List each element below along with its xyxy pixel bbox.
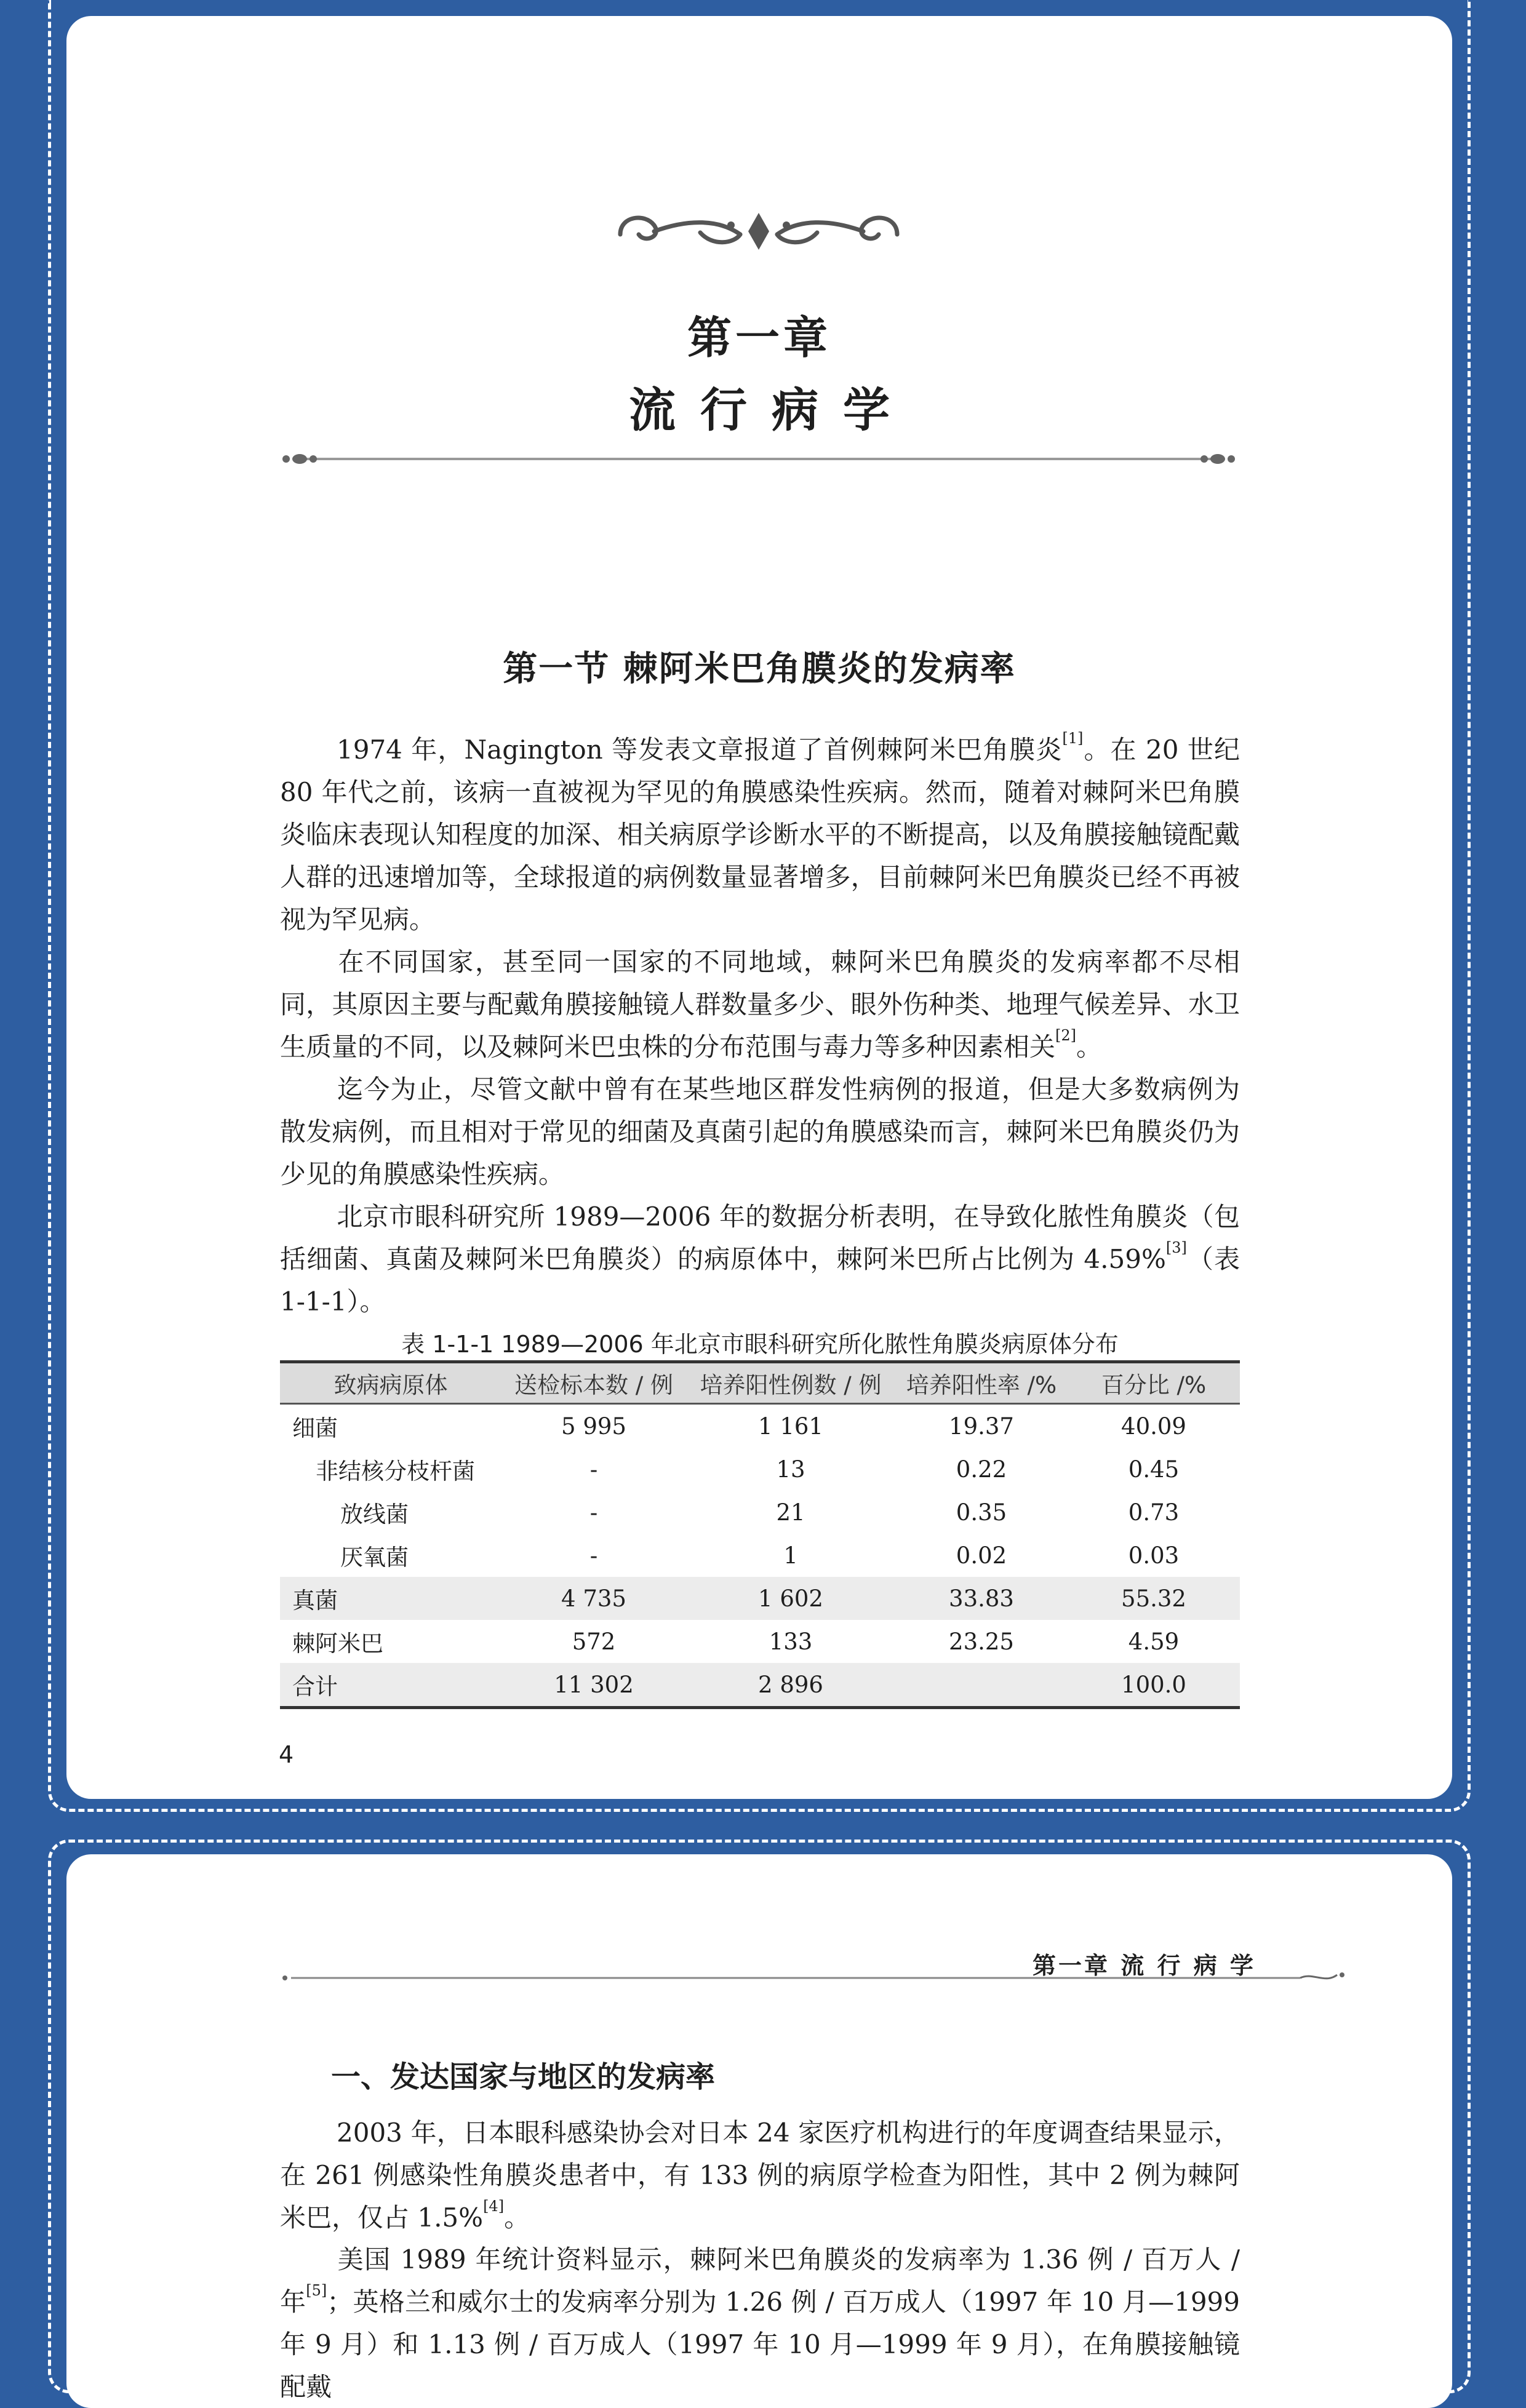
table-cell: - [589,1499,598,1526]
paragraph: 在不同国家，甚至同一国家的不同地域，棘阿米巴角膜炎的发病率都不尽相同，其原因主要与配戴角膜接触镜人群数量多少、眼外伤种类、地理气候差异、水卫生质量的不同，以及棘阿米巴虫株的分布范围与毒力等多种因素相关[2]。 [280,947,1240,1062]
column-header: 送检标本数 / 例 [514,1372,673,1398]
table-cell: 放线菌 [340,1501,409,1528]
table-cell: 0.73 [1128,1499,1180,1526]
ornament-icon [608,207,909,256]
table-caption: 表 1-1-1 1989—2006 年北京市眼科研究所化脓性角膜炎病原体分布 [401,1331,1119,1358]
table-cell: 40.09 [1121,1413,1186,1440]
table-cell: 0.35 [956,1499,1007,1526]
table-row [280,1534,1240,1577]
table-cell: 0.02 [956,1542,1007,1569]
table-cell: 21 [776,1499,805,1526]
table-cell [895,1663,1068,1708]
book-page-1 [66,16,1452,1799]
chapter-number: 第一章 [687,311,831,364]
column-header: 培养阳性例数 / 例 [700,1372,882,1398]
table-cell: 11 302 [554,1671,634,1698]
paragraph: 北京市眼科研究所 1989—2006 年的数据分析表明，在导致化脓性角膜炎（包括细菌、真菌及棘阿米巴角膜炎）的病原体中，棘阿米巴所占比例为 4.59%[3]（表 1-1-1）。 [280,1202,1240,1317]
table-cell: 1 161 [758,1413,823,1440]
subheading: 一、发达国家与地区的发病率 [331,2060,716,2094]
table-cell: 2 896 [758,1671,823,1698]
table-row [280,1577,1240,1620]
table-cell: 572 [572,1628,616,1655]
column-header: 致病病原体 [334,1372,448,1398]
table-cell: - [589,1542,598,1569]
book-page-2 [66,1854,1452,2408]
table-cell: 1 602 [758,1585,823,1612]
table-cell: 23.25 [949,1628,1014,1655]
table-header-row [280,1362,1240,1404]
page-number: 4 [279,1741,294,1768]
table-cell: 细菌 [292,1415,338,1441]
header-rule [279,1969,1349,1987]
table-cell: 1 [783,1542,798,1569]
table-cell: 0.03 [1128,1542,1180,1569]
paragraph: 美国 1989 年统计资料显示，棘阿米巴角膜炎的发病率为 1.36 例 / 百万人 / 年[5]；英格兰和威尔士的发病率分别为 1.26 例 / 百万成人（1997 年 10 月—1999 年 9 月）和 1.13 例 / 百万成人（1997 年 10 月—1999 年 9 月），在角膜接触镜配戴 [280,2244,1240,2402]
column-header: 百分比 /% [1101,1372,1207,1398]
table-row [280,1404,1240,1448]
chapter-title: 流行病学 [629,383,914,437]
table-cell: 100.0 [1121,1671,1186,1698]
table-cell: 4.59 [1128,1628,1180,1655]
paragraph: 2003 年，日本眼科感染协会对日本 24 家医疗机构进行的年度调查结果显示，在 261 例感染性角膜炎患者中，有 133 例的病原学检查为阳性，其中 2 例为棘阿米巴，仅占 1.5%[4]。 [280,2118,1240,2233]
table-cell: 55.32 [1121,1585,1186,1612]
pathogen-table [280,1360,1240,1709]
table-row [280,1620,1240,1663]
table-cell: 5 995 [561,1413,626,1440]
table-cell: 厌氧菌 [340,1544,409,1571]
paragraph: 迄今为止，尽管文献中曾有在某些地区群发性病例的报道，但是大多数病例为散发病例，而且相对于常见的细菌及真菌引起的角膜感染而言，棘阿米巴角膜炎仍为少见的角膜感染性疾病。 [280,1074,1240,1189]
table-cell: 0.45 [1128,1456,1180,1483]
table-cell: 133 [769,1628,813,1655]
running-head: 第一章 流 行 病 学 [1033,1952,1256,1979]
divider-rule [279,450,1239,468]
table-cell: - [589,1456,598,1483]
table-row [280,1448,1240,1491]
paragraph: 1974 年，Nagington 等发表文章报道了首例棘阿米巴角膜炎[1]。在 20 世纪 80 年代之前，该病一直被视为罕见的角膜感染性疾病。然而，随着对棘阿米巴角膜炎临床表现认知程度的加深、相关病原学诊断水平的不断提高，以及角膜接触镜配戴人群的迅速增加等，全球报道的病例数量显著增多，目前棘阿米巴角膜炎已经不再被视为罕见病。 [280,730,1240,935]
table-row [280,1663,1240,1708]
table-cell: 0.22 [956,1456,1007,1483]
table-cell: 棘阿米巴 [292,1630,383,1657]
table-cell: 4 735 [561,1585,626,1612]
table-row [280,1491,1240,1534]
table-cell: 13 [776,1456,805,1483]
column-header: 培养阳性率 /% [906,1372,1057,1398]
table-cell: 真菌 [292,1587,338,1614]
table-cell: 非结核分枝杆菌 [316,1458,475,1485]
table-cell: 合计 [292,1673,338,1700]
section-title: 第一节 棘阿米巴角膜炎的发病率 [503,649,1016,689]
table-cell: 33.83 [949,1585,1014,1612]
table-cell: 19.37 [949,1413,1014,1440]
